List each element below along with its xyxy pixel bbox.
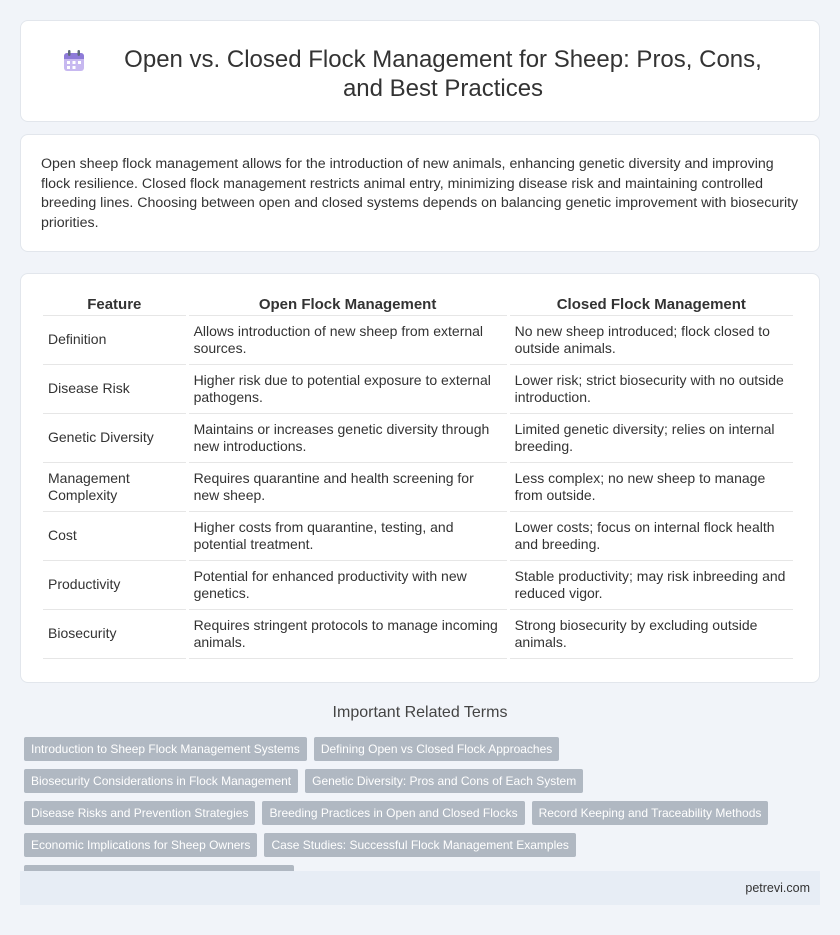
table-row — [43, 610, 793, 659]
feature-cell: Biosecurity — [43, 610, 186, 659]
related-term-tag[interactable]: Record Keeping and Traceability Methods — [532, 801, 769, 825]
closed-cell: Lower risk; strict biosecurity with no outside introduction. — [510, 365, 793, 414]
table-row — [43, 463, 793, 512]
related-term-tag[interactable]: Genetic Diversity: Pros and Cons of Each System — [305, 769, 583, 793]
table-row — [43, 512, 793, 561]
footer — [20, 871, 820, 905]
header-open-flock: Open Flock Management — [189, 294, 507, 316]
comparison-table — [40, 294, 796, 659]
open-cell: Maintains or increases genetic diversity through new introductions. — [189, 414, 507, 463]
closed-cell: Lower costs; focus on internal flock health and breeding. — [510, 512, 793, 561]
table-row — [43, 414, 793, 463]
feature-cell: Definition — [43, 316, 186, 365]
related-term-tag[interactable]: Defining Open vs Closed Flock Approaches — [314, 737, 559, 761]
intro-paragraph: Open sheep flock management allows for the introduction of new animals, enhancing genetic diversity and improving flock resilience. Closed flock management restricts animal entry, minimizing disease risk and maintaining controlled breeding lines. Choosing between open and closed systems depends on balancing genetic improvement with biosecurity priorities. — [41, 156, 799, 231]
feature-cell: Genetic Diversity — [43, 414, 186, 463]
table-row — [43, 316, 793, 365]
header-feature: Feature — [43, 294, 186, 316]
page-title: Open vs. Closed Flock Management for Sheep: Pros, Cons, and Best Practices — [124, 46, 762, 102]
closed-cell: Less complex; no new sheep to manage from outside. — [510, 463, 793, 512]
intro-card — [20, 134, 820, 252]
open-cell: Requires quarantine and health screening for new sheep. — [189, 463, 507, 512]
related-term-tag[interactable]: Breeding Practices in Open and Closed Flocks — [262, 801, 524, 825]
related-term-tag[interactable]: Economic Implications for Sheep Owners — [24, 833, 257, 857]
feature-cell: Management Complexity — [43, 463, 186, 512]
open-cell: Requires stringent protocols to manage incoming animals. — [189, 610, 507, 659]
header-closed-flock: Closed Flock Management — [510, 294, 793, 316]
open-cell: Higher costs from quarantine, testing, and potential treatment. — [189, 512, 507, 561]
related-term-tag[interactable]: Case Studies: Successful Flock Management Examples — [264, 833, 575, 857]
calendar-icon — [61, 48, 87, 74]
related-term-tag[interactable]: Introduction to Sheep Flock Management Systems — [24, 737, 307, 761]
related-term-tag[interactable]: Disease Risks and Prevention Strategies — [24, 801, 255, 825]
feature-cell: Productivity — [43, 561, 186, 610]
closed-cell: Strong biosecurity by excluding outside animals. — [510, 610, 793, 659]
header-card — [20, 20, 820, 122]
table-header-row — [43, 294, 793, 316]
closed-cell: Stable productivity; may risk inbreeding and reduced vigor. — [510, 561, 793, 610]
comparison-table-card — [20, 273, 820, 683]
feature-cell: Disease Risk — [43, 365, 186, 414]
table-row — [43, 561, 793, 610]
footer-site-link[interactable]: petrevi.com — [745, 881, 810, 895]
closed-cell: No new sheep introduced; flock closed to outside animals. — [510, 316, 793, 365]
related-terms-title: Important Related Terms — [332, 704, 508, 721]
related-term-tag[interactable]: Biosecurity Considerations in Flock Management — [24, 769, 298, 793]
open-cell: Potential for enhanced productivity with new genetics. — [189, 561, 507, 610]
open-cell: Higher risk due to potential exposure to external pathogens. — [189, 365, 507, 414]
feature-cell: Cost — [43, 512, 186, 561]
open-cell: Allows introduction of new sheep from external sources. — [189, 316, 507, 365]
table-row — [43, 365, 793, 414]
closed-cell: Limited genetic diversity; relies on internal breeding. — [510, 414, 793, 463]
